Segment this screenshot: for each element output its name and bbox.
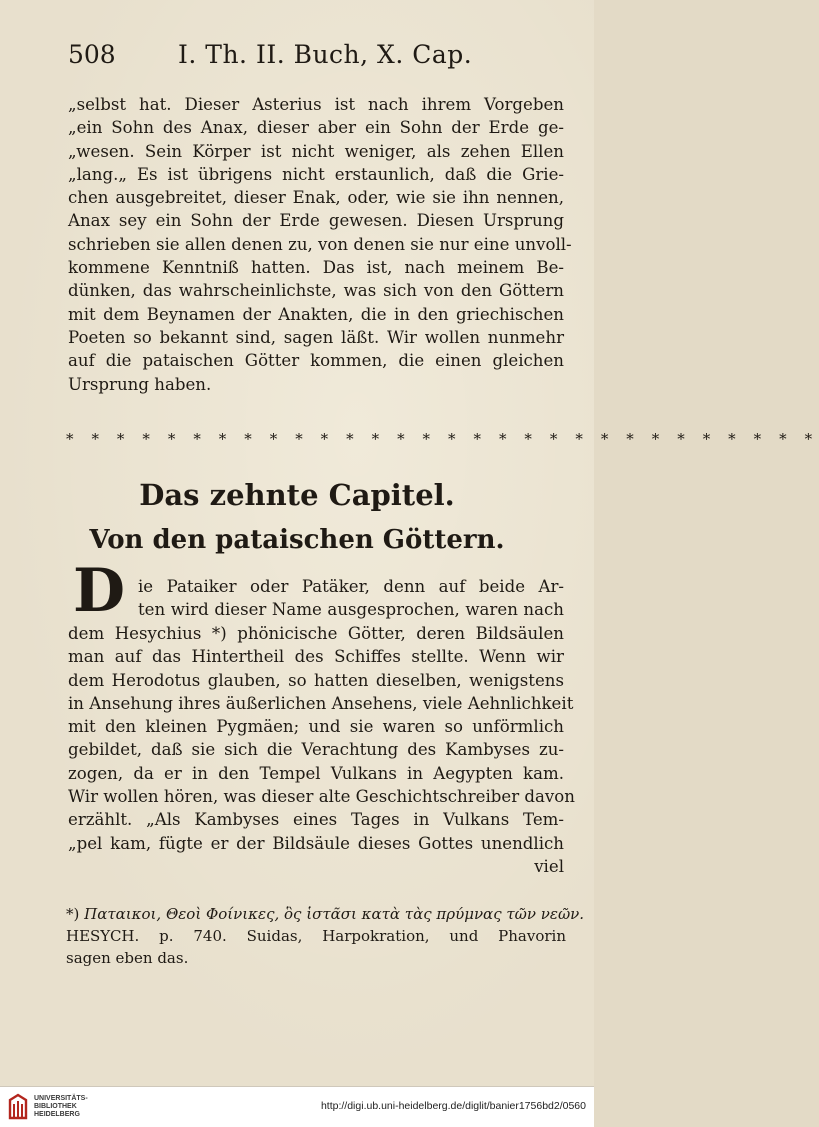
section-separator: * * * * * * * * * * * * * * * * * * * * * * * * * * * * * * bbox=[66, 430, 819, 448]
footnote bbox=[66, 903, 585, 969]
university-library-logo-icon bbox=[7, 1092, 29, 1122]
text-line: gebildet, daß sie sich die Verachtung des Kambyses zu- bbox=[68, 740, 564, 760]
text-line: dünken, das wahrscheinlichste, was sich von den Göttern bbox=[68, 281, 564, 301]
page-number: 508 bbox=[68, 40, 116, 69]
text-line: auf die pataischen Götter kommen, die einen gleichen bbox=[68, 351, 564, 371]
footnote-marker: *) bbox=[66, 905, 80, 923]
footnote-greek-text: Παταικοι, Θεοὶ Φοίνικες, ὃς ἱστᾶσι κατὰ τὰς πρύμνας τῶν νεῶν. bbox=[84, 905, 585, 923]
text-line: dem Herodotus glauben, so hatten dieselben, wenigstens bbox=[68, 670, 564, 690]
running-title: I. Th. II. Buch, X. Cap. bbox=[178, 40, 473, 69]
footnote-line: sagen eben das. bbox=[66, 949, 189, 967]
footnote-line-greek bbox=[66, 903, 585, 925]
text-line: ten wird dieser Name ausgesprochen, waren nach bbox=[138, 600, 564, 620]
library-name: UNIVERSITÄTS- BIBLIOTHEK HEIDELBERG bbox=[34, 1095, 88, 1118]
text-line: in Ansehung ihres äußerlichen Ansehens, viele Aehnlichkeit bbox=[68, 693, 574, 713]
continued-paragraph bbox=[68, 93, 572, 396]
text-line: man auf das Hintertheil des Schiffes stellte. Wenn wir bbox=[68, 647, 564, 667]
drop-cap: D bbox=[72, 556, 126, 626]
text-line: erzählt. „Als Kambyses eines Tages in Vulkans Tem- bbox=[68, 810, 564, 830]
text-line: chen ausgebreitet, dieser Enak, oder, wie sie ihn nennen, bbox=[68, 188, 564, 208]
text-line: ie Pataiker oder Patäker, denn auf beide Ar- bbox=[138, 577, 564, 596]
text-line: Wir wollen hören, was dieser alte Geschichtschreiber davon bbox=[68, 787, 575, 807]
chapter-paragraph bbox=[68, 622, 575, 878]
text-line: dem Hesychius *) phönicische Götter, deren Bildsäulen bbox=[68, 624, 564, 643]
text-line: zogen, da er in den Tempel Vulkans in Aegypten kam. bbox=[68, 763, 564, 783]
text-line: Anax sey ein Sohn der Erde gewesen. Diesen Ursprung bbox=[68, 211, 564, 231]
permalink-url[interactable]: http://digi.ub.uni-heidelberg.de/diglit/banier1756bd2/0560 bbox=[320, 1100, 586, 1112]
text-line: „lang.„ Es ist übrigens nicht erstaunlich, daß die Grie- bbox=[68, 164, 564, 184]
text-line: „ein Sohn des Anax, dieser aber ein Sohn der Erde ge- bbox=[68, 118, 564, 138]
text-line: Ursprung haben. bbox=[68, 374, 212, 394]
text-line: Poeten so bekannt sind, sagen läßt. Wir wollen nunmehr bbox=[68, 327, 564, 347]
catchword: viel bbox=[534, 856, 564, 876]
chapter-subtitle: Von den pataischen Göttern. bbox=[89, 525, 505, 555]
text-line: schrieben sie allen denen zu, von denen sie nur eine unvoll- bbox=[68, 234, 572, 254]
text-line: „pel kam, fügte er der Bildsäule dieses Gottes unendlich bbox=[68, 833, 564, 853]
viewer-footer bbox=[0, 1086, 594, 1127]
text-line: „selbst hat. Dieser Asterius ist nach ihrem Vorgeben bbox=[68, 95, 564, 114]
chapter-paragraph-opening bbox=[138, 575, 564, 622]
chapter-title: Das zehnte Capitel. bbox=[139, 478, 455, 512]
text-line: mit dem Beynamen der Anakten, die in den griechischen bbox=[68, 304, 564, 324]
text-line: kommene Kenntniß hatten. Das ist, nach meinem Be- bbox=[68, 258, 564, 278]
text-line: „wesen. Sein Körper ist nicht weniger, als zehen Ellen bbox=[68, 141, 564, 161]
footnote-line: HESYCH. p. 740. Suidas, Harpokration, und Phavorin bbox=[66, 927, 566, 945]
text-line: mit den kleinen Pygmäen; und sie waren so unförmlich bbox=[68, 717, 564, 737]
page-header bbox=[68, 40, 564, 74]
